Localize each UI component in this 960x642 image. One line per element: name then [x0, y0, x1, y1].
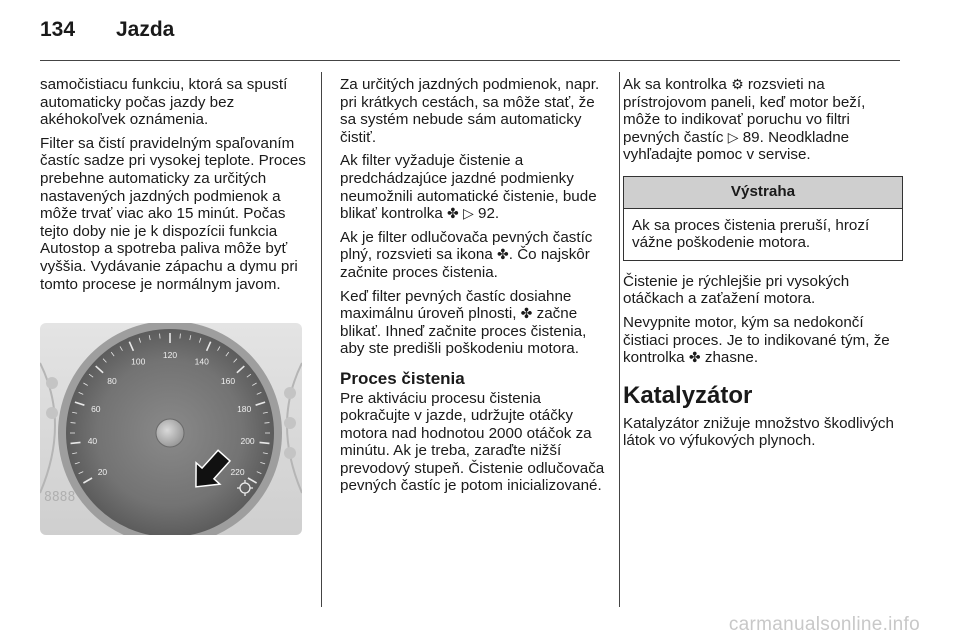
- page-title: Jazda: [116, 18, 175, 41]
- paragraph-text: Nevypnite motor, kým sa nedokončí čistiaci proces. Je to indikované tým, že kontrolka: [623, 313, 890, 367]
- gauge-label: 80: [107, 375, 117, 386]
- paragraph-text: Ak je filter odlučovača pevných častíc plný, rozsvieti sa ikona: [340, 228, 593, 264]
- needle-hub: [156, 419, 184, 447]
- footer-watermark: carmanualsonline.info: [728, 614, 920, 635]
- warning-text: Ak sa proces čistenia preruší, hrozí vážne poškodenie motora.: [632, 216, 870, 252]
- paragraph: samočistiacu funkciu, ktorá sa spustí automaticky počas jazdy bez akéhokoľvek oznámenia.: [40, 76, 288, 129]
- gauge-label: 100: [131, 356, 146, 367]
- dpf-warning-icon: ✤: [447, 205, 459, 222]
- paragraph-text: začne blikať. Ihneď začnite proces čistenia, aby ste predišli poškodeniu motora.: [340, 305, 587, 358]
- column-divider-left: [321, 72, 322, 607]
- paragraph: [623, 76, 903, 164]
- dpf-warning-icon: ✤: [688, 349, 701, 366]
- paragraph: Čistenie je rýchlejšie pri vysokých otáčkach a zaťažení motora.: [623, 272, 850, 308]
- minor-tick: [71, 423, 76, 424]
- paragraph: [623, 314, 903, 367]
- section-heading: Katalyzátor: [623, 381, 753, 409]
- paragraph: Ak filter vyžaduje čistenie a predchádzajúce jazdné podmienky neumožnili automatické čistenie, bude blikať kontrolka ✤ ▷ 92.: [340, 152, 597, 223]
- warning-box: [623, 176, 903, 261]
- gauge-label: 160: [220, 375, 236, 386]
- dpf-warning-icon: ✤: [520, 305, 533, 322]
- gauge-label: 200: [240, 436, 255, 447]
- gauge-label: 40: [87, 436, 98, 447]
- column-2: [340, 76, 610, 501]
- page-reference-triangle-icon: ▷: [727, 128, 739, 145]
- gauge-label: 120: [162, 350, 178, 360]
- gauge-label: 60: [91, 403, 101, 414]
- paragraph: Za určitých jazdných podmienok, napr. pri krátkych cestách, sa môže stať, že sa systém nebude sám automaticky čistiť.: [340, 76, 600, 146]
- paragraph-text: . Čo najskôr začnite proces čistenia.: [340, 246, 590, 281]
- major-tick: [71, 442, 81, 443]
- major-tick: [260, 442, 270, 443]
- paragraph: Katalyzátor znižuje množstvo škodlivých látok vo výfukových plynoch.: [623, 414, 894, 450]
- header-rule: [40, 60, 900, 61]
- page-number: 134: [40, 18, 76, 41]
- odometer-digits: 8888: [44, 490, 76, 505]
- page-reference-triangle-icon: ▷: [462, 205, 474, 222]
- gauge-label: 20: [97, 467, 108, 477]
- paragraph-text: zhasne.: [704, 349, 759, 367]
- gauge-label: 180: [237, 403, 252, 414]
- warning-title: Výstraha: [624, 177, 902, 209]
- column-divider-right: [619, 72, 620, 607]
- gauge-label: 220: [230, 467, 245, 477]
- gauge-label: 140: [194, 356, 209, 367]
- left-indicator-lamp: [46, 377, 58, 389]
- instrument-cluster-illustration: [40, 323, 302, 535]
- paragraph: [340, 229, 610, 282]
- section-subheading: Proces čistenia: [340, 368, 465, 388]
- engine-warning-icon: ⚙: [731, 76, 744, 92]
- minor-tick: [180, 334, 181, 339]
- paragraph: Pre aktiváciu procesu čistenia pokračujte v jazde, udržujte otáčky motora nad hodnotou 2000 otáčok za minútu. Ak je treba, zaraďte nižší prevodový stupeň. Čistenie odlučovača pevných častíc je potom inicializované.: [340, 389, 605, 495]
- paragraph: Filter sa čistí pravidelným spaľovaním častíc sadze pri vysokej teplote. Proces prebehne automaticky za určitých nastavených jazdných podmienok a môže trvať viac ako 15 minút. Počas tejto doby nie je k dispozícii funkcia Autostop a spotreba paliva môže byť vyššia. Vydávanie zápachu a dymu pri tomto procese je normálnym javom.: [40, 134, 306, 293]
- paragraph-text: Keď filter pevných častíc dosiahne maximálnu úroveň plnosti,: [340, 287, 572, 323]
- page-reference: 92: [478, 205, 495, 223]
- paragraph: [340, 288, 610, 358]
- page-reference: 89: [742, 128, 760, 146]
- minor-tick: [160, 334, 161, 339]
- minor-tick: [264, 423, 269, 424]
- right-indicator-lamp: [284, 387, 296, 399]
- right-indicator-lamp: [284, 447, 296, 459]
- column-1: [40, 76, 310, 299]
- column-3: [623, 76, 903, 456]
- paragraph-text: . Neodkladne vyhľadajte pomoc v servise.: [623, 128, 850, 164]
- right-indicator-lamp: [284, 417, 296, 429]
- dpf-warning-icon: ✤: [497, 246, 509, 263]
- paragraph-text: Ak sa kontrolka: [623, 76, 727, 93]
- paragraph-text: Ak filter vyžaduje čistenie a predchádzajúce jazdné podmienky neumožnili automatické čistenie, bude blikať kontrolka: [340, 152, 597, 223]
- left-indicator-lamp: [46, 407, 58, 419]
- paragraph-text: rozsvieti na prístrojovom paneli, keď motor beží, môže to indikovať poruchu vo filtri pevných častíc: [623, 76, 866, 146]
